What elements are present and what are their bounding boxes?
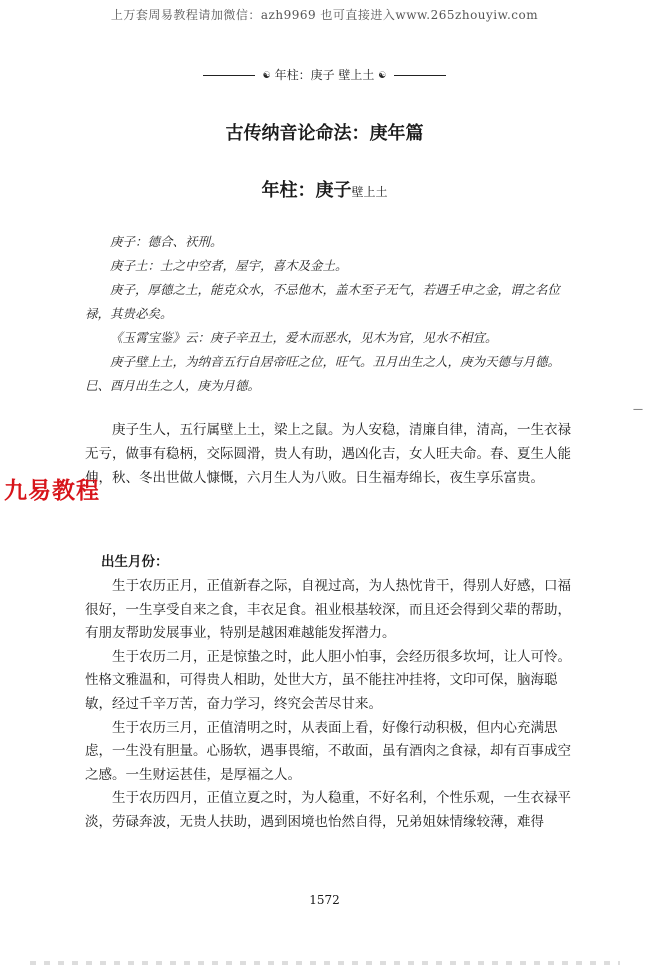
classic-text-block: [85, 230, 580, 398]
section-subtitle: [0, 176, 649, 202]
month-paragraph: 生于农历四月，正值立夏之时，为人稳重，不好名利，个性乐观，一生衣禄平淡，劳碌奔波，无贵人扶助，遇到困境也怡然自得，兄弟姐妹情缘较薄，难得: [85, 790, 571, 830]
classic-paragraph: 庚子，厚德之土，能克众水，不忌他木，盖木至子无气，若遇壬申之金，谓之名位禄，其贵必矣。: [85, 282, 561, 321]
watermark-text: 上万套周易教程请加微信：azh9969 也可直接进入www.265zhouyiw.com: [110, 8, 539, 22]
subtitle-small: 壁上土: [351, 185, 388, 199]
scan-artifact: [30, 961, 620, 965]
month-paragraph: 生于农历正月，正值新春之际，自视过高，为人热忱肯干，得别人好感，口福很好，一生享受自来之食，丰衣足食。祖业根基较深，而且还会得到父辈的帮助，有朋友帮助发展事业，特别是越困难越能发挥潜力。: [85, 578, 571, 642]
rule-right: [394, 75, 446, 76]
modern-paragraph: 庚子生人，五行属壁上土，梁上之鼠。为人安稳，清廉自律，清高，一生衣禄无亏，做事有稳柄，交际圆滑，贵人有助，遇凶化吉，女人旺夫命。春、夏生人能伸，秋、冬出世做人慷慨，六月生人为八败。日生福寿绵长，夜生享乐富贵。: [85, 422, 571, 486]
classic-paragraph: 庚子：德合、祆刑。: [110, 234, 223, 249]
classic-paragraph: 庚子土：土之中空者，屋宇，喜木及金土。: [110, 258, 348, 273]
subtitle-main: 年柱：庚子: [261, 180, 352, 201]
yin-yang-icon: ☯: [262, 70, 271, 81]
classic-paragraph: 《玉霄宝鉴》云：庚子辛丑土，爱木而恶水，见木为官，见水不相宜。: [110, 330, 498, 345]
page-number: 1572: [309, 893, 340, 907]
rule-left: [203, 75, 255, 76]
chapter-title: 古传纳音论命法：庚年篇: [225, 123, 424, 144]
edge-mark: —: [633, 404, 643, 415]
birth-month-block: [85, 575, 577, 835]
running-head: [0, 66, 649, 83]
running-head-text: 年柱：庚子 壁上土: [274, 68, 375, 82]
classic-paragraph: 庚子壁上土，为纳音五行自居帝旺之位，旺气。丑月出生之人，庚为天德与月德。巳、酉月出生之人，庚为月德。: [85, 354, 561, 393]
month-paragraph: 生于农历三月，正值清明之时，从表面上看，好像行动积极，但内心充满思虑，一生没有胆量。心肠软，遇事畏缩，不敢面，虽有酒肉之食禄，却有百事成空之感。一生财运甚佳，是厚福之人。: [85, 719, 571, 783]
yin-yang-icon: ☯: [378, 70, 387, 81]
modern-text-block: [85, 418, 577, 490]
section-heading: 出生月份：: [101, 554, 169, 570]
month-paragraph: 生于农历二月，正是惊蛰之时，此人胆小怕事，会经历很多坎坷，让人可怜。性格文雅温和，可得贵人相助，处世大方，虽不能拄冲挂将，文印可保，脑海聪敏，经过千辛万苦，奋力学习，终究会苦尽甘来。: [85, 648, 571, 712]
site-logo: 九易教程: [4, 478, 100, 504]
